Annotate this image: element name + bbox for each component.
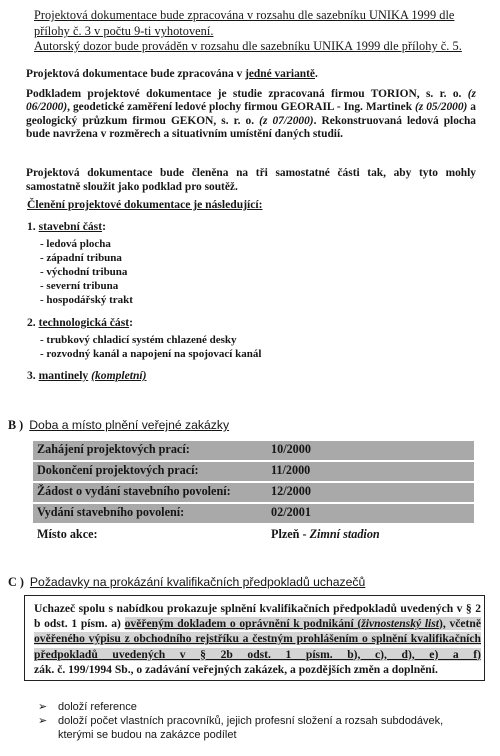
- section-b-title: B ) Doba a místo plnění veřejné zakázky: [8, 418, 230, 432]
- part-3-heading: 3. mantinely (kompletní): [27, 369, 147, 382]
- place-value: Plzeň - Zimní stadion: [271, 527, 380, 541]
- place-label: Místo akce:: [37, 527, 98, 541]
- part-1-item: - východní tribuna: [40, 266, 127, 278]
- schedule-row: Zahájení projektových prací: 10/2000: [33, 441, 474, 460]
- intro-line-3: Autorský dozor bude prováděn v rozsahu dle sazebníku UNIKA 1999 dle přílohy č. 5.: [34, 39, 462, 53]
- arrow-bullet-icon: ➢: [38, 701, 48, 713]
- variant-emphasis: jedné variantě: [245, 68, 315, 80]
- part-2-item: - rozvodný kanál a napojení na spojovací kanál: [40, 348, 261, 360]
- part-1-item: - severní tribuna: [40, 280, 118, 292]
- bullet-item: doloží počet vlastních pracovníků, jejich profesní složení a rozsah subdodávek, kterými se budou na zakázce podílet: [58, 715, 444, 741]
- intro-line-1: Projektová dokumentace bude zpracována v rozsahu dle sazebníku UNIKA 1999 dle: [34, 8, 455, 22]
- part-1-item: - hospodářský trakt: [40, 294, 133, 306]
- schedule-row: Vydání stavebního povolení: 02/2001: [33, 504, 474, 523]
- division-heading: Členění projektové dokumentace je následující:: [27, 198, 263, 211]
- section-c-title: C ) Požadavky na prokázání kvalifikačních předpokladů uchazečů: [8, 575, 366, 589]
- bullet-item: doloží reference: [58, 701, 137, 713]
- schedule-row: Dokončení projektových prací: 11/2000: [33, 462, 474, 481]
- part-1-item: - západní tribuna: [40, 252, 122, 264]
- arrow-bullet-icon: ➢: [38, 715, 48, 727]
- part-2-item: - trubkový chladicí systém chlazené desky: [40, 334, 236, 346]
- division-paragraph: Projektová dokumentace bude členěna na tři samostatné části tak, aby tyto mohly samostatně sloužit jako podklad pro soutěž.: [26, 167, 476, 193]
- basis-paragraph: Podkladem projektové dokumentace je studie zpracovaná firmou TORION, s. r. o. (z 06/2000), geodetické zaměření ledové plochy firmou GEORAIL - Ing. Martinek (z 05/2000) a geologický průzkum firmou GEKON, s. r. o. (z 07/2000). Rekonstruovaná ledová plocha bude navržena v rozměrech a situativním umístění daných studií.: [26, 88, 476, 141]
- intro-line-2: přílohy č. 3 v počtu 9-ti vyhotovení.: [34, 24, 214, 38]
- part-1-item: - ledová plocha: [40, 238, 111, 250]
- variant-paragraph: Projektová dokumentace bude zpracována v jedné variantě.: [26, 68, 318, 80]
- part-1-heading: 1. stavební část:: [27, 220, 106, 233]
- schedule-row: Žádost o vydání stavebního povolení: 12/2000: [33, 483, 474, 502]
- requirements-text: Uchazeč spolu s nabídkou prokazuje splnění kvalifikačních předpokladů uvedených v § 2 b odst. 1 písm. a) ověřeným dokladem o oprávnění k podnikání (živnostenský list), včetně ověřeného výpisu z obchodního rejstříku a čestným prohlášením o splnění kvalifikačních předpokladů uvedených v § 2b odst. 1 písm. b), c), d), e) a f) zák. č. 199/1994 Sb., o zadávání veřejných zakázek, a pozdějších změn a doplnění.: [34, 602, 482, 676]
- part-2-heading: 2. technologická část:: [27, 316, 133, 329]
